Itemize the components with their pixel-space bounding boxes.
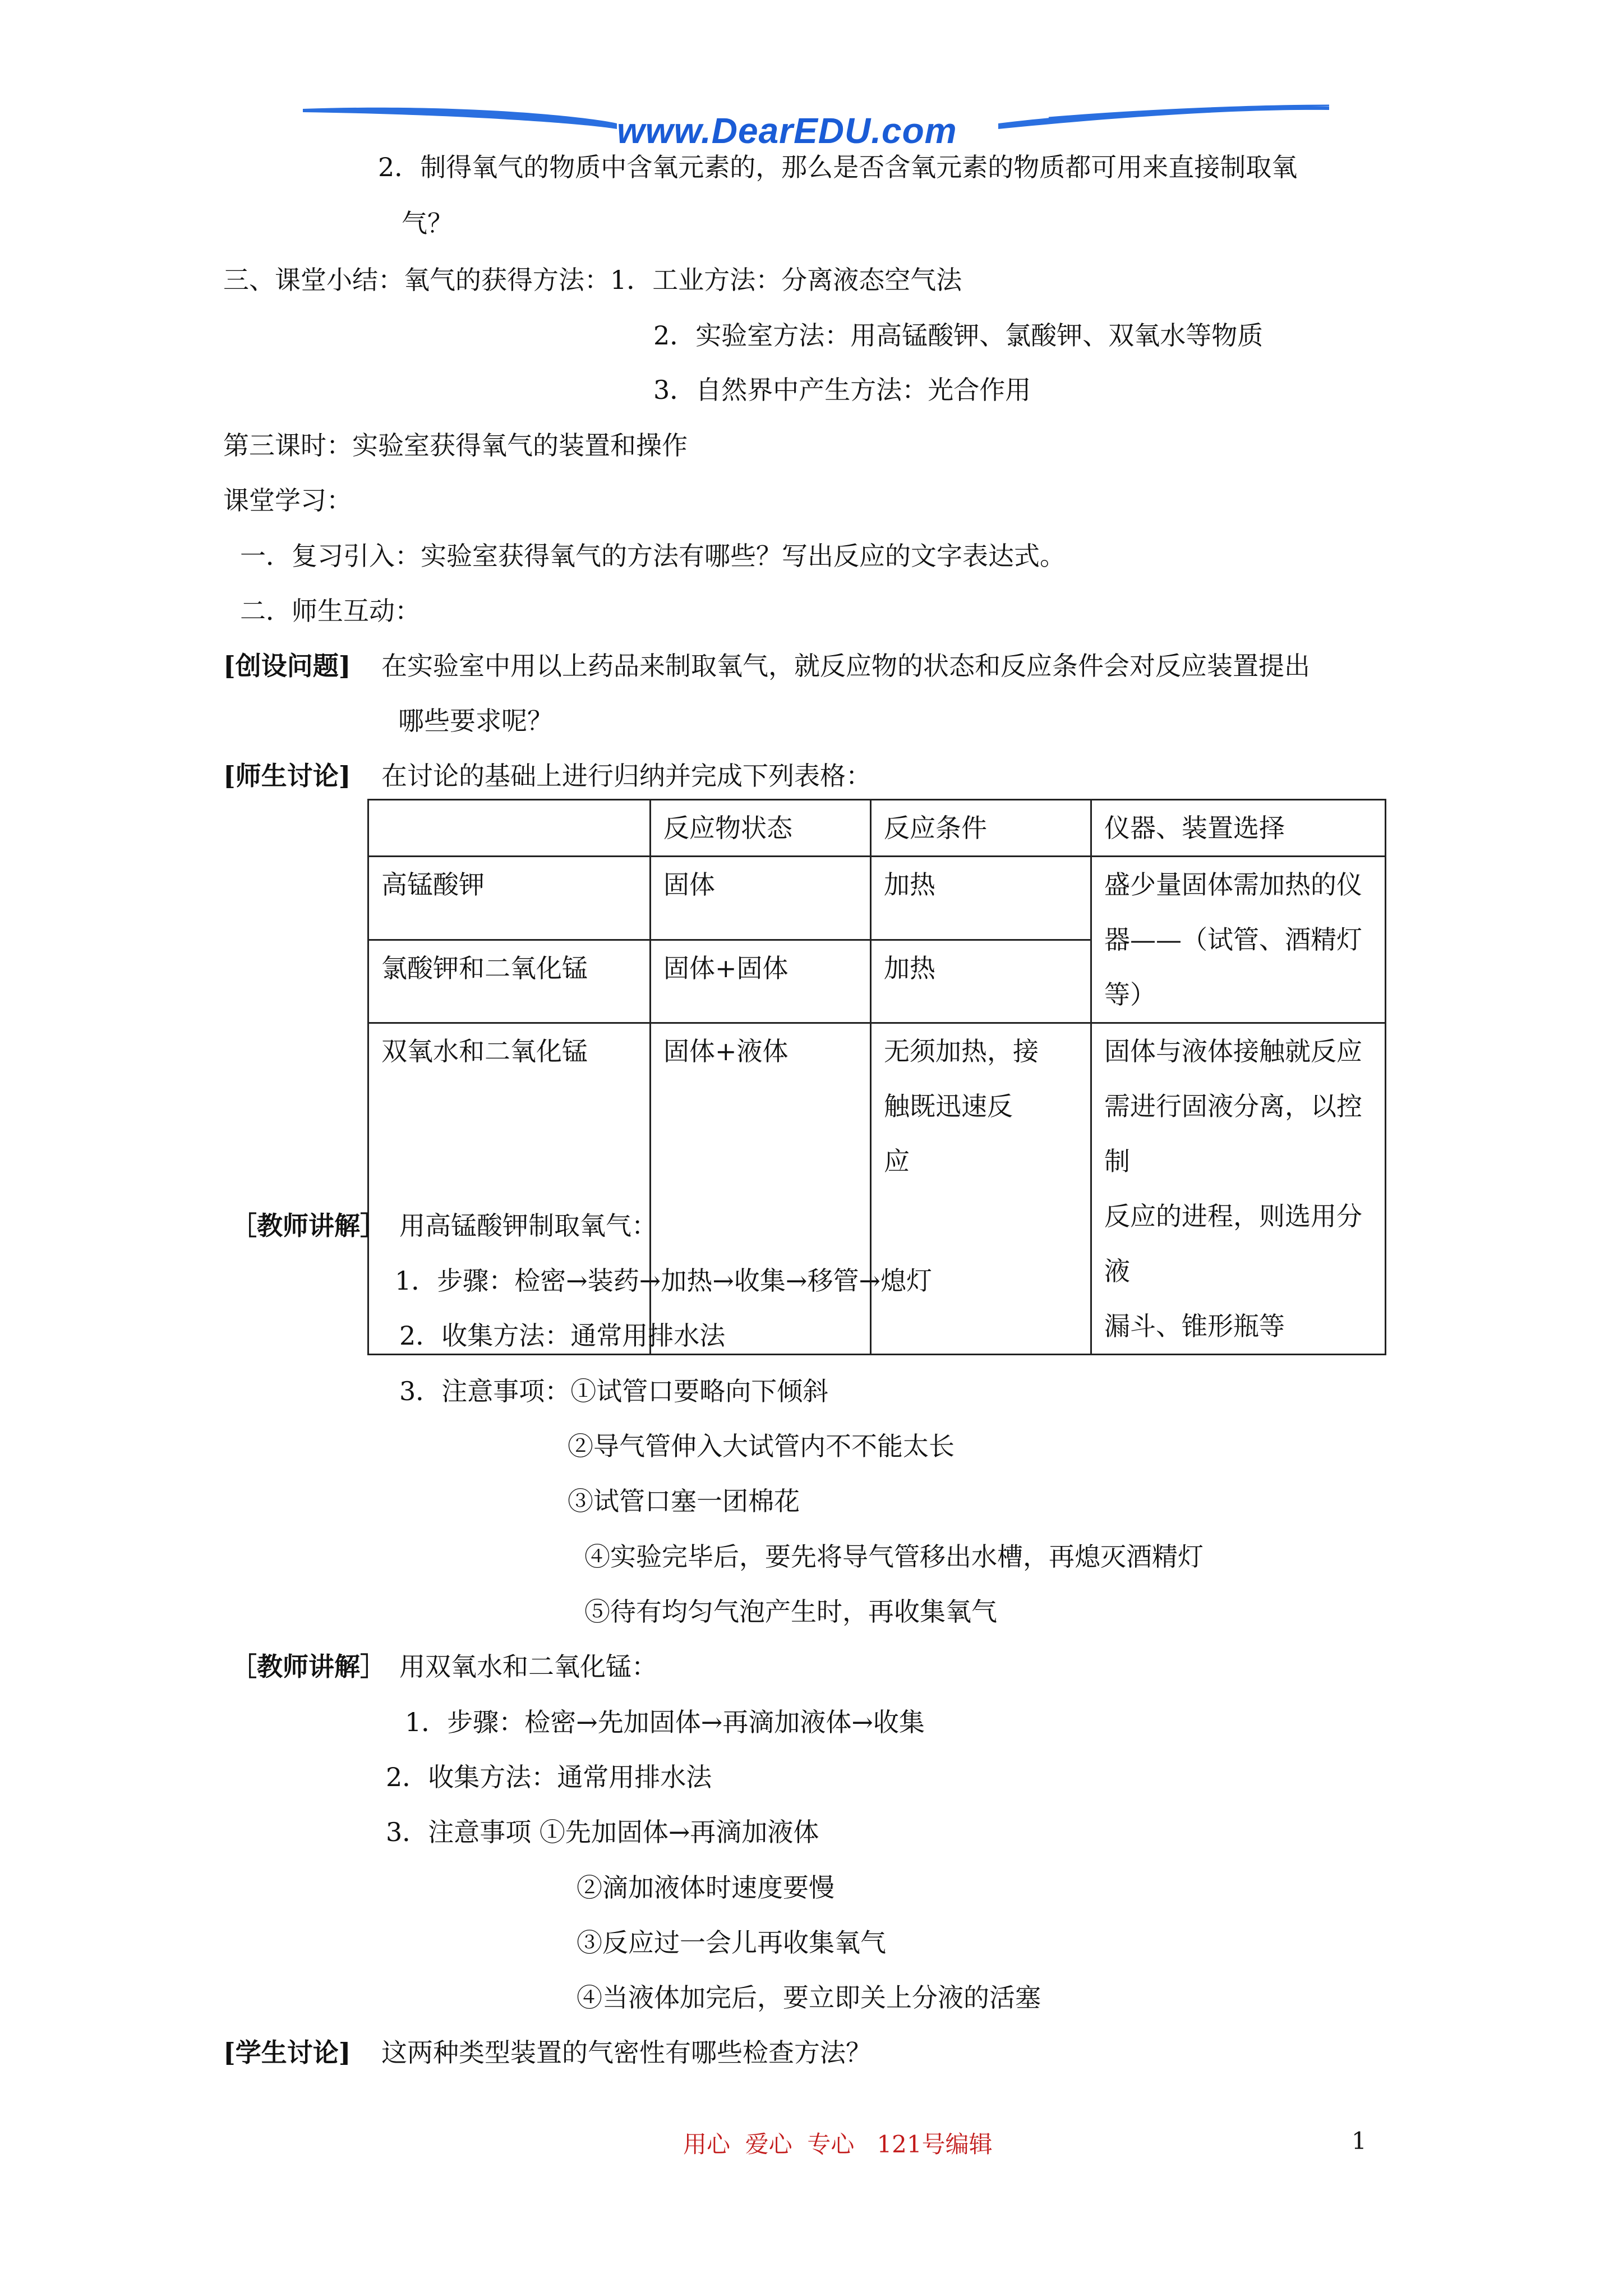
device-line: 反应的进程，则选用分液 bbox=[1104, 1201, 1362, 1286]
condition-line: 无须加热，接 bbox=[884, 1036, 1039, 1066]
review-intro: 一．复习引入：实验室获得氧气的方法有哪些？写出反应的文字表达式。 bbox=[240, 541, 1066, 571]
table-header-cell: 反应物状态 bbox=[651, 800, 871, 857]
table-cell-device bbox=[1091, 857, 1386, 1023]
table-cell-state: 固体 bbox=[651, 857, 871, 940]
table-cell-condition bbox=[871, 1023, 1091, 1355]
table-cell-condition: 加热 bbox=[871, 940, 1091, 1023]
table-cell-state: 固体+液体 bbox=[651, 1023, 871, 1355]
student-discussion-text: 这两种类型装置的气密性有哪些检查方法？ bbox=[381, 2037, 872, 2068]
table-header-cell bbox=[368, 800, 651, 857]
lesson-3-title: 第三课时：实验室获得氧气的装置和操作 bbox=[223, 430, 688, 461]
question-2-line-2: 气？ bbox=[402, 208, 453, 238]
kmno4-steps: 1．步骤：检密→装药→加热→收集→移管→熄灯 bbox=[395, 1266, 932, 1296]
teacher-explain-tag-2: ［教师讲解］ bbox=[231, 1651, 386, 1682]
h2o2-notes: 3．注意事项 ①先加固体→再滴加液体 bbox=[386, 1817, 819, 1847]
kmno4-note-2: ②导气管伸入大试管内不不能太长 bbox=[568, 1431, 955, 1461]
table-cell-device bbox=[1091, 1023, 1386, 1355]
question-2-line-1: 2．制得氧气的物质中含氧元素的，那么是否含氧元素的物质都可用来直接制取氧 bbox=[378, 152, 1298, 182]
h2o2-note-2: ②滴加液体时速度要慢 bbox=[577, 1872, 834, 1903]
kmno4-note-4: ④实验完毕后，要先将导气管移出水槽，再熄灭酒精灯 bbox=[584, 1542, 1204, 1572]
device-line: 盛少量固体需加热的仪 bbox=[1104, 869, 1362, 900]
kmno4-collect: 2．收集方法：通常用排水法 bbox=[399, 1320, 726, 1351]
kmno4-note-5: ⑤待有均匀气泡产生时，再收集氧气 bbox=[584, 1596, 997, 1627]
create-question-text-2: 哪些要求呢？ bbox=[398, 706, 553, 736]
h2o2-steps: 1．步骤：检密→先加固体→再滴加液体→收集 bbox=[405, 1707, 925, 1737]
table-header-row bbox=[368, 800, 1386, 857]
summary-heading: 三、课堂小结：氧气的获得方法：1．工业方法：分离液态空气法 bbox=[223, 265, 962, 295]
device-line: 漏斗、锥形瓶等 bbox=[1104, 1311, 1285, 1341]
footer-motto: 用心 爱心 专心 121号编辑 bbox=[683, 2131, 993, 2158]
device-line: 需进行固液分离，以控制 bbox=[1104, 1091, 1362, 1176]
create-question-tag: [创设问题] bbox=[223, 651, 351, 681]
table-row bbox=[368, 1023, 1386, 1355]
table-cell-condition: 加热 bbox=[871, 857, 1091, 940]
h2o2-note-3: ③反应过一会儿再收集氧气 bbox=[577, 1927, 886, 1958]
table-cell-state: 固体+固体 bbox=[651, 940, 871, 1023]
discussion-text: 在讨论的基础上进行归纳并完成下列表格： bbox=[381, 761, 872, 791]
student-discussion-tag: [学生讨论] bbox=[223, 2037, 351, 2068]
summary-item-3: 3．自然界中产生方法：光合作用 bbox=[653, 375, 1031, 405]
table-row bbox=[368, 857, 1386, 940]
discussion-tag: [师生讨论] bbox=[223, 761, 351, 791]
table-cell-reactant: 氯酸钾和二氧化锰 bbox=[368, 940, 651, 1023]
teacher-explain-text-2: 用双氧水和二氧化锰： bbox=[399, 1651, 657, 1682]
device-line: 固体与液体接触就反应 bbox=[1104, 1036, 1362, 1066]
kmno4-notes: 3．注意事项：①试管口要略向下倾斜 bbox=[399, 1376, 829, 1406]
h2o2-collect: 2．收集方法：通常用排水法 bbox=[386, 1762, 712, 1792]
create-question-text-1: 在实验室中用以上药品来制取氧气，就反应物的状态和反应条件会对反应装置提出 bbox=[381, 651, 1310, 681]
condition-line: 应 bbox=[884, 1146, 910, 1176]
h2o2-note-4: ④当液体加完后，要立即关上分液的活塞 bbox=[577, 1982, 1041, 2013]
table-cell-reactant: 高锰酸钾 bbox=[368, 857, 651, 940]
kmno4-note-3: ③试管口塞一团棉花 bbox=[568, 1486, 800, 1516]
site-logo[interactable]: www.DearEDU.com bbox=[617, 111, 957, 151]
interaction-heading: 二．师生互动： bbox=[240, 596, 421, 626]
teacher-explain-text-1: 用高锰酸钾制取氧气： bbox=[399, 1211, 657, 1241]
table-header-cell: 反应条件 bbox=[871, 800, 1091, 857]
condition-line: 触既迅速反 bbox=[884, 1091, 1013, 1121]
teacher-explain-tag-1: ［教师讲解］ bbox=[231, 1211, 386, 1241]
summary-item-2: 2．实验室方法：用高锰酸钾、氯酸钾、双氧水等物质 bbox=[653, 320, 1264, 351]
page-number: 1 bbox=[1352, 2127, 1367, 2155]
classroom-label: 课堂学习： bbox=[223, 485, 352, 516]
table-cell-reactant: 双氧水和二氧化锰 bbox=[368, 1023, 651, 1355]
device-line: 器——（试管、酒精灯等） bbox=[1104, 924, 1362, 1010]
table-header-cell: 仪器、装置选择 bbox=[1091, 800, 1386, 857]
